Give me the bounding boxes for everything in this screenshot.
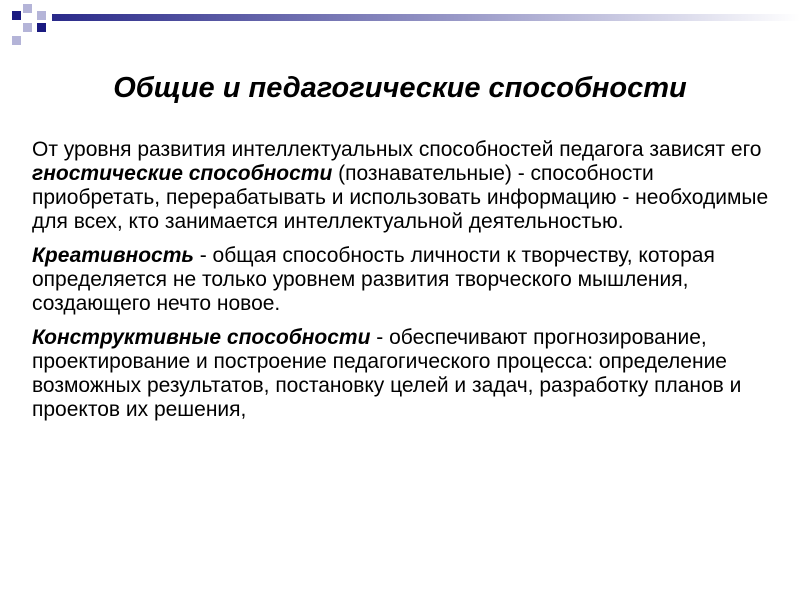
deco-square-3 [37, 11, 46, 20]
deco-square-6 [12, 36, 21, 45]
paragraph-text: - обеспечивают прогнозирование, проектирование и построение педагогического процесса: определение возможных результатов, постановку целей и задач, разработку планов и проектов их решения, [32, 326, 742, 421]
paragraph-constructive [32, 326, 772, 422]
term-constructive-abilities: Конструктивные способности [32, 326, 371, 349]
slide-title: Общие и педагогические способности [113, 72, 687, 104]
paragraph-gnostic [32, 138, 772, 234]
slide-body [32, 138, 772, 432]
deco-square-1 [12, 11, 21, 20]
deco-square-5 [37, 23, 46, 32]
paragraph-text: - общая способность личности к творчеству, которая определяется не только уровнем развития творческого мышления, создающего нечто новое. [32, 244, 715, 315]
paragraph-text: (познавательные) - способности приобретать, перерабатывать и использовать информацию - необходимые для всех, кто занимается интеллектуальной деятельностью. [32, 162, 769, 233]
term-creativity: Креативность [32, 244, 194, 267]
header-gradient-bar [52, 14, 800, 21]
deco-square-2 [23, 4, 32, 13]
header-decoration [0, 0, 800, 50]
paragraph-creativity [32, 244, 772, 316]
paragraph-text: От уровня развития интеллектуальных способностей педагога зависят его [32, 138, 762, 161]
term-gnostic-abilities: гностические способности [32, 162, 333, 185]
deco-square-4 [23, 23, 32, 32]
